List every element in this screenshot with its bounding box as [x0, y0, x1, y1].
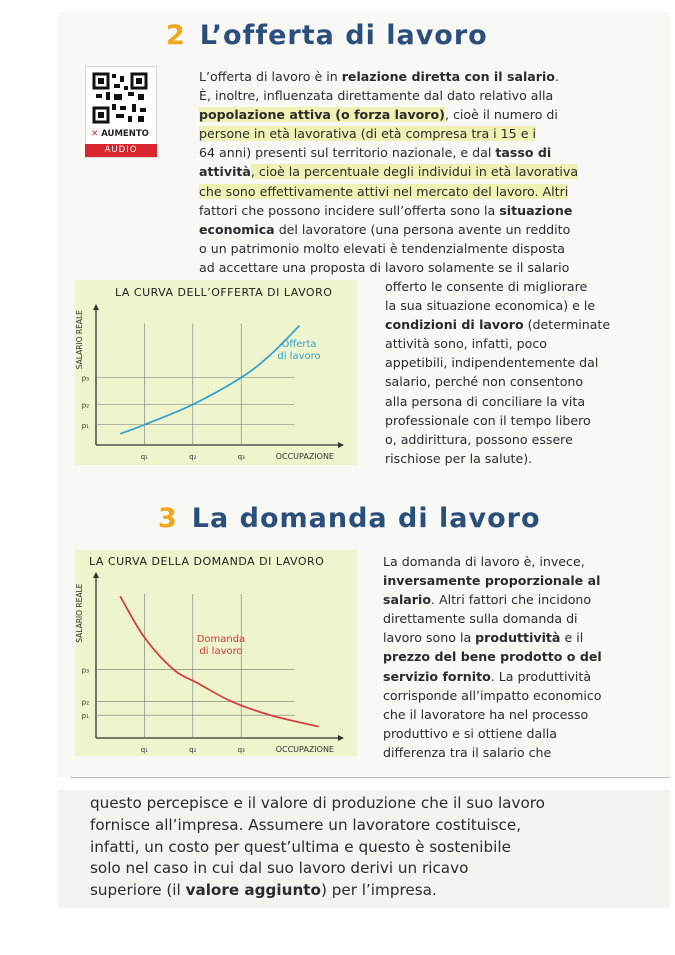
text-run: . [554, 69, 559, 84]
domanda-paragraph [383, 552, 602, 762]
y-tick-label: p₁ [81, 421, 89, 430]
x-tick-label: q₃ [237, 746, 245, 754]
text-run: e il [560, 630, 584, 646]
y-tick-label: p₁ [81, 712, 89, 721]
x-tick-label: q₃ [237, 453, 245, 461]
text-line: questo percepisce e il valore di produzione che il suo lavoro [90, 794, 545, 812]
series-label: di lavoro [199, 646, 243, 657]
text-run: L’offerta di lavoro è in [199, 69, 342, 84]
text-run: 64 anni) presenti sul territorio nazionale, e dal [199, 145, 496, 161]
demand-chart [75, 568, 357, 756]
supply-chart [75, 295, 357, 465]
brand-x-icon: ✕ [91, 129, 99, 139]
bold-term: attività [199, 164, 251, 180]
qr-code-icon[interactable] [92, 72, 148, 124]
highlighted-line: persone in età lavorativa (di età compresa tra i 15 e i [199, 126, 536, 142]
y-axis-arrow-icon [93, 572, 99, 578]
text-line: corrisponde all’impatto economico [383, 687, 602, 703]
text-line: salario, perché non consentono [385, 374, 584, 390]
section-2-heading [166, 20, 488, 51]
text-line: È, inoltre, influenzata direttamente dal dato relativo alla [199, 88, 554, 104]
bold-term: tasso di [495, 145, 552, 161]
text-run: superiore (il [90, 881, 186, 900]
offerta-side-paragraph [385, 277, 610, 468]
text-run: (determinate [523, 317, 611, 333]
y-tick-label: p₂ [81, 401, 89, 410]
text-line: appetibili, indipendentemente dal [385, 355, 599, 371]
text-run: . Altri fattori che incidono [431, 592, 592, 608]
text-run: . La produttività [490, 668, 592, 684]
bold-term: popolazione attiva (o forza lavoro) [199, 107, 445, 123]
bold-term: relazione diretta con il salario [341, 69, 555, 84]
text-line: offerto le consente di migliorare [385, 279, 588, 294]
section-3-heading [158, 503, 541, 534]
y-axis-label: SALARIO REALE [75, 310, 84, 370]
bold-term: prezzo del bene prodotto o del [383, 649, 602, 665]
text-line: o un patrimonio molto elevati è tendenzialmente disposta [199, 240, 566, 256]
text-line: La domanda di lavoro è, invece, [383, 554, 585, 569]
text-line: solo nel caso in cui dal suo lavoro derivi un ricavo [90, 859, 469, 878]
x-tick-label: q₂ [189, 746, 197, 754]
series-curve [120, 596, 318, 726]
text-line: fornisce all’impresa. Assumere un lavoratore costituisce, [90, 815, 522, 834]
y-tick-label: p₂ [81, 698, 89, 707]
x-axis-arrow-icon [338, 442, 344, 448]
y-tick-label: p₃ [81, 666, 89, 675]
x-axis-label: OCCUPAZIONE [275, 452, 334, 461]
text-line: professionale con il tempo libero [385, 412, 591, 428]
x-tick-label: q₁ [140, 746, 149, 754]
qr-brand-text: AUMENTO [101, 129, 149, 139]
text-line: alla persona di conciliare la vita [385, 393, 586, 409]
bold-term: salario [383, 592, 431, 608]
text-line: o, addirittura, possono essere [385, 431, 573, 447]
series-label: di lavoro [277, 351, 321, 362]
y-axis-arrow-icon [93, 304, 99, 310]
text-line: infatti, un costo per quest’ultima e questo è sostenibile [90, 837, 511, 856]
text-run: , cioè il numero di [444, 107, 558, 123]
text-line: la sua situazione economica) e le [385, 298, 596, 314]
series-label: Domanda [196, 634, 246, 645]
section-2-title: L’offerta di lavoro [199, 20, 488, 51]
x-axis-arrow-icon [338, 735, 344, 741]
audio-label[interactable]: AUDIO [85, 144, 157, 157]
text-line: che il lavoratore ha nel processo [383, 706, 589, 722]
text-line: differenza tra il salario che [383, 744, 552, 760]
highlighted-run: , cioè la percentuale degli individui in età lavorativa [250, 164, 579, 180]
qr-brand-label [88, 128, 152, 140]
y-tick-label: p₃ [81, 374, 89, 383]
text-run: lavoro sono la [383, 630, 476, 646]
bold-term: condizioni di lavoro [385, 317, 524, 333]
series-curve [120, 326, 299, 434]
bold-term: servizio fornito [383, 668, 491, 684]
text-run: ) per l’impresa. [320, 881, 437, 900]
text-line: rischiose per la salute). [385, 450, 533, 466]
section-3-number: 3 [158, 503, 178, 534]
section-2-number: 2 [166, 20, 186, 51]
x-axis-label: OCCUPAZIONE [275, 745, 334, 754]
text-run: del lavoratore (una persona avente un reddito [274, 221, 571, 237]
offerta-paragraph [199, 67, 578, 277]
bold-term: economica [199, 221, 275, 237]
series-label: Offerta [281, 339, 317, 350]
text-line: produttivo e si ottiene dalla [383, 725, 557, 741]
supply-chart-title: LA CURVA DELL’OFFERTA DI LAVORO [115, 286, 333, 299]
text-line: attività sono, infatti, poco [385, 336, 548, 352]
section-3-title: La domanda di lavoro [191, 503, 541, 534]
demand-chart-title: LA CURVA DELLA DOMANDA DI LAVORO [89, 555, 325, 568]
y-axis-label: SALARIO REALE [75, 583, 84, 643]
bottom-paragraph [90, 793, 545, 902]
bold-term: situazione [499, 202, 573, 218]
text-line: ad accettare una proposta di lavoro solamente se il salario [199, 259, 570, 275]
bold-term: valore aggiunto [185, 881, 321, 900]
highlighted-line: che sono effettivamente attivi nel mercato del lavoro. Altri [199, 183, 569, 199]
section-divider [70, 777, 670, 778]
x-tick-label: q₂ [189, 453, 197, 461]
text-line: direttamente sulla domanda di [383, 611, 578, 627]
bold-term: produttività [475, 630, 561, 646]
x-tick-label: q₁ [140, 453, 149, 461]
bold-term: inversamente proporzionale al [383, 573, 601, 589]
text-run: fattori che possono incidere sull’offerta sono la [199, 202, 500, 218]
